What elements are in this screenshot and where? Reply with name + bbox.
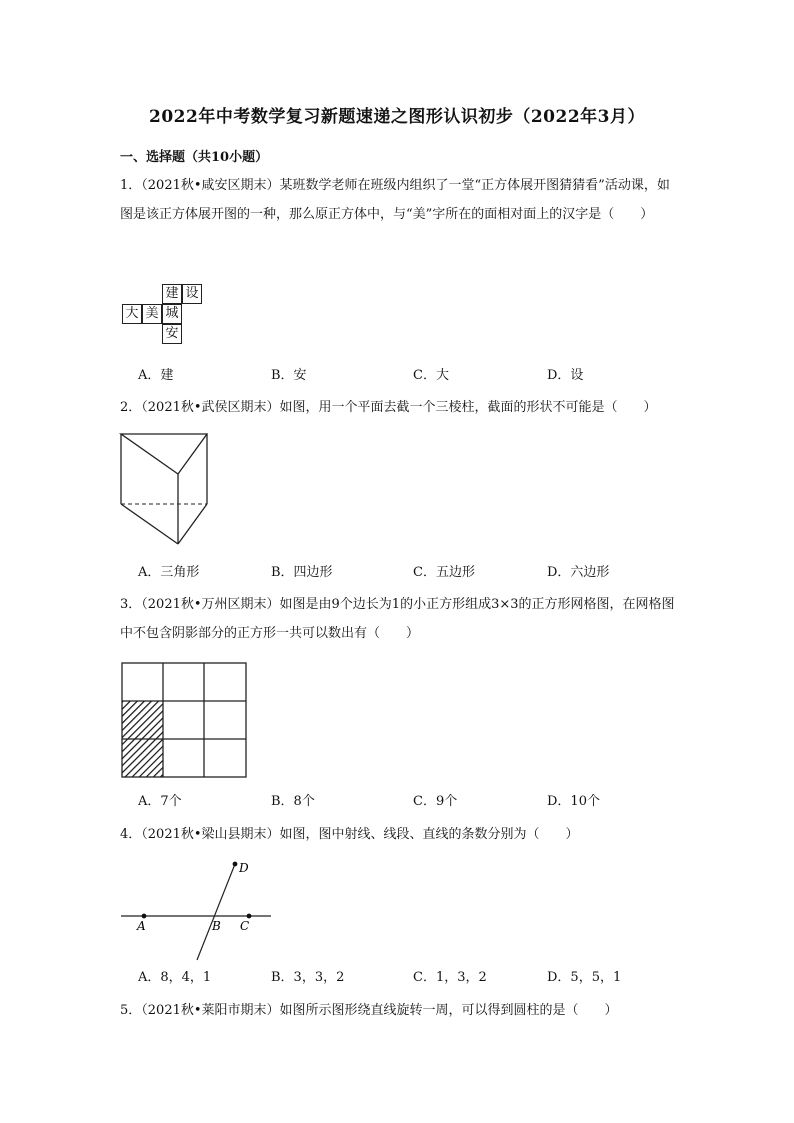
option-d[interactable]: D．六边形 bbox=[547, 565, 610, 580]
option-d[interactable]: D．5，5，1 bbox=[547, 970, 622, 985]
option-c[interactable]: C．大 bbox=[413, 368, 449, 383]
net-cell: 安 bbox=[162, 324, 182, 344]
cube-net-figure bbox=[120, 284, 210, 346]
question-4-options bbox=[138, 966, 698, 984]
section-heading: 一、选择题（共10小题） bbox=[120, 150, 269, 165]
net-cell: 建 bbox=[162, 284, 182, 304]
question-4-text: 4．（2021秋•梁山县期末）如图，图中射线、线段、直线的条数分别为（ ） bbox=[120, 827, 579, 842]
question-3-options bbox=[138, 790, 698, 808]
net-cell: 美 bbox=[142, 304, 162, 324]
point-label-b: B bbox=[212, 919, 221, 933]
question-2-options bbox=[138, 561, 698, 579]
page-title: 2022年中考数学复习新题速递之图形认识初步（2022年3月） bbox=[149, 107, 645, 127]
option-a[interactable]: A．8，4，1 bbox=[138, 970, 212, 985]
option-b[interactable]: B．四边形 bbox=[271, 565, 333, 580]
option-a[interactable]: A．7个 bbox=[138, 794, 182, 809]
option-c[interactable]: C．五边形 bbox=[413, 565, 475, 580]
grid-3x3-figure bbox=[120, 661, 248, 779]
net-cell: 设 bbox=[182, 284, 202, 304]
option-d[interactable]: D．10个 bbox=[547, 794, 600, 809]
point-label-a: A bbox=[137, 919, 146, 933]
triangular-prism-figure bbox=[118, 431, 214, 547]
option-d[interactable]: D．设 bbox=[547, 368, 584, 383]
option-b[interactable]: B．3，3，2 bbox=[271, 970, 345, 985]
option-b[interactable]: B．安 bbox=[271, 368, 307, 383]
lines-figure bbox=[118, 856, 276, 964]
question-1-options bbox=[138, 364, 698, 382]
question-5-text: 5．（2021秋•莱阳市期末）如图所示图形绕直线旋转一周，可以得到圆柱的是（ ） bbox=[120, 1003, 618, 1018]
point-label-d: D bbox=[239, 861, 249, 875]
option-c[interactable]: C．9个 bbox=[413, 794, 458, 809]
option-c[interactable]: C．1，3，2 bbox=[413, 970, 487, 985]
question-2-text: 2．（2021秋•武侯区期末）如图，用一个平面去截一个三棱柱，截面的形状不可能是（ ） bbox=[120, 400, 657, 415]
option-a[interactable]: A．三角形 bbox=[138, 565, 200, 580]
net-cell: 大 bbox=[122, 304, 142, 324]
net-cell: 城 bbox=[162, 304, 182, 324]
question-1-text: 1．（2021秋•咸安区期末）某班数学老师在班级内组织了一堂“正方体展开图猜猜看”活动课，如图是该正方体展开图的一种，那么原正方体中，与“美”字所在的面相对面上的汉字是（ ） bbox=[120, 178, 670, 222]
option-b[interactable]: B．8个 bbox=[271, 794, 315, 809]
point-label-c: C bbox=[240, 919, 250, 933]
option-a[interactable]: A．建 bbox=[138, 368, 174, 383]
question-3-text: 3．（2021秋•万州区期末）如图是由9个边长为1的小正方形组成3×3的正方形网格图，在网格图中不包含阴影部分的正方形一共可以数出有（ ） bbox=[120, 597, 675, 641]
